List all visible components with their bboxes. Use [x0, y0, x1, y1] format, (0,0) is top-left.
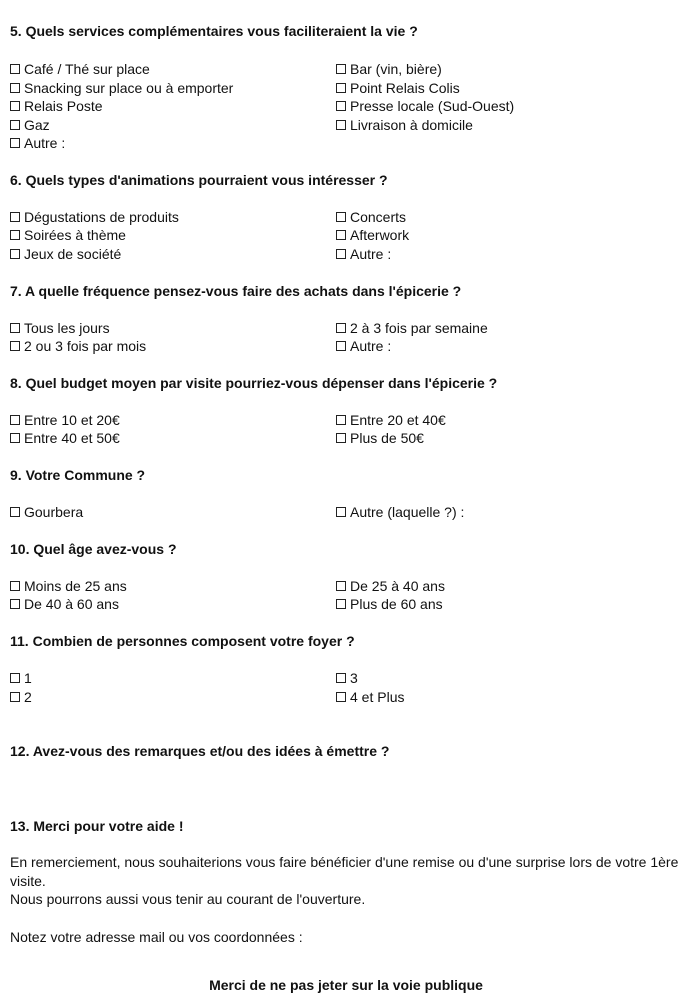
- checkbox-option[interactable]: Moins de 25 ans: [10, 577, 127, 595]
- checkbox[interactable]: [336, 101, 346, 111]
- checkbox-option[interactable]: Autre :: [336, 245, 391, 263]
- checkbox[interactable]: [10, 64, 20, 74]
- checkbox[interactable]: [336, 230, 346, 240]
- checkbox-option[interactable]: 3: [336, 669, 358, 687]
- checkbox[interactable]: [10, 101, 20, 111]
- checkbox-option[interactable]: Autre :: [10, 134, 65, 152]
- checkbox[interactable]: [336, 433, 346, 443]
- contact-prompt: Notez votre adresse mail ou vos coordonnées :: [10, 929, 303, 945]
- checkbox[interactable]: [336, 323, 346, 333]
- checkbox[interactable]: [336, 120, 346, 130]
- checkbox-option[interactable]: Plus de 50€: [336, 429, 424, 447]
- checkbox[interactable]: [336, 692, 346, 702]
- checkbox-option[interactable]: Point Relais Colis: [336, 79, 460, 97]
- checkbox[interactable]: [336, 415, 346, 425]
- question-9-title: 9. Votre Commune ?: [10, 467, 146, 483]
- question-13-title: 13. Merci pour votre aide !: [10, 818, 184, 834]
- checkbox-option[interactable]: De 40 à 60 ans: [10, 595, 119, 613]
- checkbox[interactable]: [336, 341, 346, 351]
- checkbox-option[interactable]: Dégustations de produits: [10, 208, 179, 226]
- checkbox-option[interactable]: Entre 40 et 50€: [10, 429, 120, 447]
- checkbox[interactable]: [10, 507, 20, 517]
- question-6-title: 6. Quels types d'animations pourraient vous intéresser ?: [10, 172, 388, 188]
- checkbox-option[interactable]: Autre (laquelle ?) :: [336, 503, 464, 521]
- checkbox[interactable]: [10, 120, 20, 130]
- checkbox-option[interactable]: Gaz: [10, 116, 50, 134]
- checkbox[interactable]: [336, 581, 346, 591]
- question-7-title: 7. A quelle fréquence pensez-vous faire des achats dans l'épicerie ?: [10, 283, 462, 299]
- question-5-title: 5. Quels services complémentaires vous faciliteraient la vie ?: [10, 23, 418, 39]
- checkbox-option[interactable]: 2 à 3 fois par semaine: [336, 319, 488, 337]
- checkbox-option[interactable]: Afterwork: [336, 226, 409, 244]
- checkbox-option[interactable]: 4 et Plus: [336, 688, 404, 706]
- checkbox[interactable]: [10, 599, 20, 609]
- checkbox-option[interactable]: Entre 20 et 40€: [336, 411, 446, 429]
- checkbox-option[interactable]: Jeux de société: [10, 245, 121, 263]
- footer-note: Merci de ne pas jeter sur la voie publique: [209, 977, 483, 993]
- checkbox[interactable]: [10, 673, 20, 683]
- checkbox-option[interactable]: Tous les jours: [10, 319, 110, 337]
- opening-info-paragraph: Nous pourrons aussi vous tenir au courant de l'ouverture.: [10, 891, 366, 907]
- checkbox-option[interactable]: Concerts: [336, 208, 406, 226]
- checkbox-option[interactable]: Soirées à thème: [10, 226, 126, 244]
- checkbox[interactable]: [10, 341, 20, 351]
- checkbox[interactable]: [336, 673, 346, 683]
- checkbox-option[interactable]: 1: [10, 669, 32, 687]
- checkbox-option[interactable]: Café / Thé sur place: [10, 60, 150, 78]
- checkbox-option[interactable]: Autre :: [336, 337, 391, 355]
- checkbox[interactable]: [336, 507, 346, 517]
- checkbox[interactable]: [336, 83, 346, 93]
- thank-you-paragraph: En remerciement, nous souhaiterions vous faire bénéficier d'une remise ou d'une surprise lors de votre 1ère visite.: [10, 854, 679, 889]
- checkbox[interactable]: [336, 599, 346, 609]
- checkbox[interactable]: [10, 138, 20, 148]
- checkbox[interactable]: [10, 415, 20, 425]
- checkbox-option[interactable]: Entre 10 et 20€: [10, 411, 120, 429]
- checkbox-option[interactable]: 2 ou 3 fois par mois: [10, 337, 146, 355]
- checkbox[interactable]: [10, 212, 20, 222]
- checkbox[interactable]: [10, 249, 20, 259]
- checkbox-option[interactable]: De 25 à 40 ans: [336, 577, 445, 595]
- checkbox[interactable]: [10, 323, 20, 333]
- checkbox[interactable]: [336, 249, 346, 259]
- checkbox[interactable]: [336, 212, 346, 222]
- question-10-title: 10. Quel âge avez-vous ?: [10, 541, 177, 557]
- checkbox-option[interactable]: Presse locale (Sud-Ouest): [336, 97, 514, 115]
- checkbox[interactable]: [10, 692, 20, 702]
- question-11-title: 11. Combien de personnes composent votre foyer ?: [10, 633, 355, 649]
- checkbox-option[interactable]: Livraison à domicile: [336, 116, 473, 134]
- checkbox-option[interactable]: Bar (vin, bière): [336, 60, 442, 78]
- checkbox-option[interactable]: 2: [10, 688, 32, 706]
- question-8-title: 8. Quel budget moyen par visite pourriez-vous dépenser dans l'épicerie ?: [10, 375, 498, 391]
- checkbox-option[interactable]: Gourbera: [10, 503, 83, 521]
- checkbox[interactable]: [10, 230, 20, 240]
- checkbox[interactable]: [10, 581, 20, 591]
- checkbox-option[interactable]: Relais Poste: [10, 97, 103, 115]
- checkbox[interactable]: [10, 83, 20, 93]
- checkbox[interactable]: [336, 64, 346, 74]
- checkbox[interactable]: [10, 433, 20, 443]
- question-12-title: 12. Avez-vous des remarques et/ou des idées à émettre ?: [10, 743, 390, 759]
- checkbox-option[interactable]: Plus de 60 ans: [336, 595, 443, 613]
- checkbox-option[interactable]: Snacking sur place ou à emporter: [10, 79, 233, 97]
